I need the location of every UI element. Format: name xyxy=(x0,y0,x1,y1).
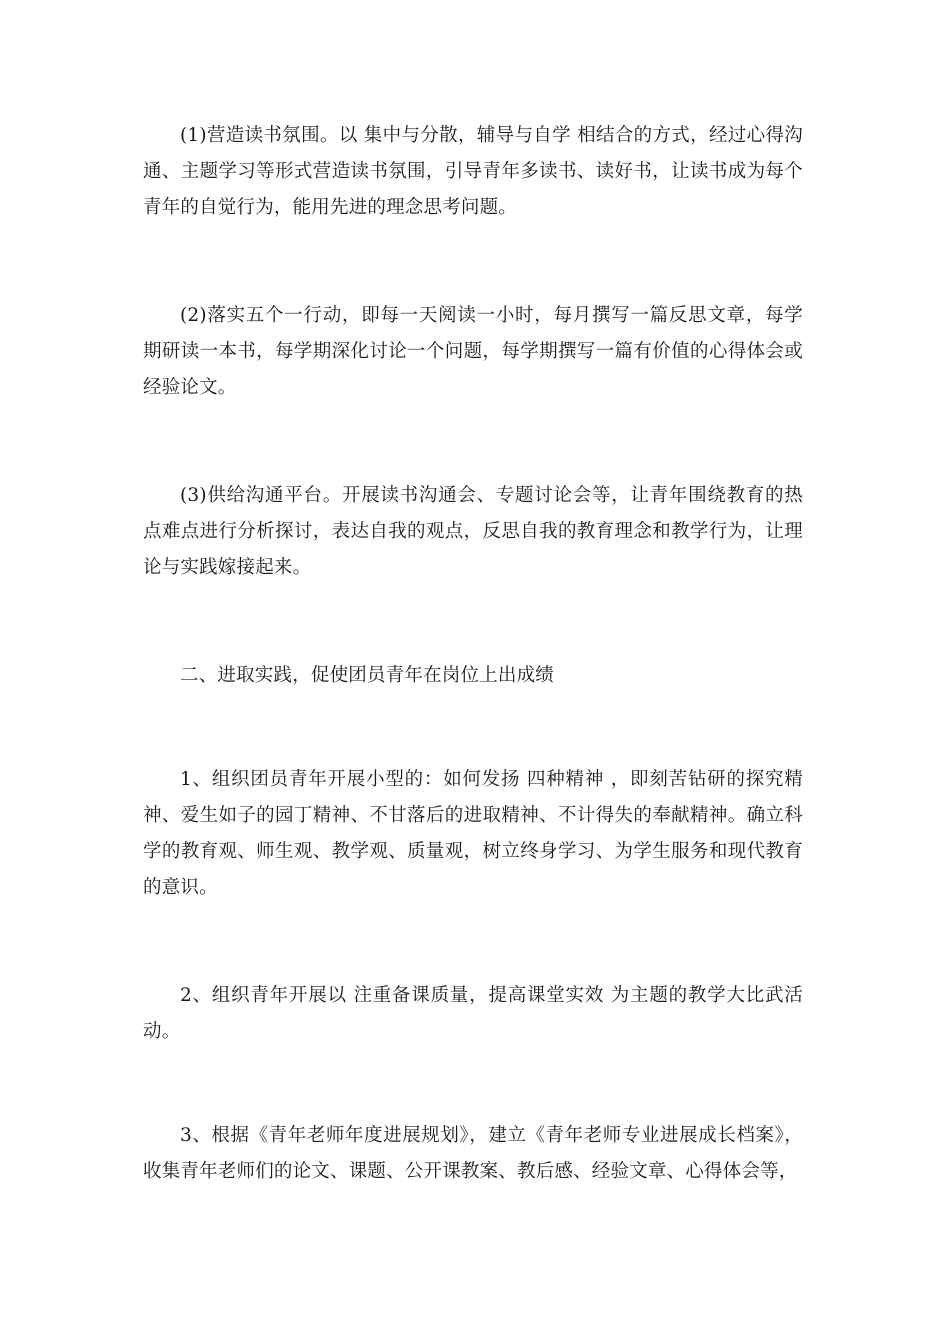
paragraph-growth-archive: 3、根据《青年老师年度进展规划》，建立《青年老师专业进展成长档案》，收集青年老师们的论文、课题、公开课教案、教后感、经验文章、心得体会等， xyxy=(143,1125,803,1182)
paragraph-five-ones-action: (2)落实五个一行动，即每一天阅读一小时，每月撰写一篇反思文章，每学期研读一本书，每学期深化讨论一个问题，每学期撰写一篇有价值的心得体会或经验论文。 xyxy=(143,305,803,398)
paragraph-communication-platform: (3)供给沟通平台。开展读书沟通会、专题讨论会等，让青年围绕教育的热点难点进行分析探讨，表达自我的观点，反思自我的教育理念和教学行为，让理论与实践嫁接起来。 xyxy=(143,485,803,578)
paragraph-teaching-contest: 2、组织青年开展以 注重备课质量，提高课堂实效 为主题的教学大比武活动。 xyxy=(143,985,803,1042)
paragraph-reading-atmosphere: (1)营造读书氛围。以 集中与分散，辅导与自学 相结合的方式，经过心得沟通、主题学习等形式营造读书氛围，引导青年多读书、读好书，让读书成为每个青年的自觉行为，能用先进的理念思考问题。 xyxy=(143,125,803,218)
section-heading-practice: 二、进取实践，促使团员青年在岗位上出成绩 xyxy=(180,665,555,686)
paragraph-four-spirits: 1、组织团员青年开展小型的：如何发扬 四种精神 ，即刻苦钻研的探究精神、爱生如子的园丁精神、不甘落后的进取精神、不计得失的奉献精神。确立科学的教育观、师生观、教学观、质量观，树立终身学习、为学生服务和现代教育的意识。 xyxy=(143,769,803,898)
